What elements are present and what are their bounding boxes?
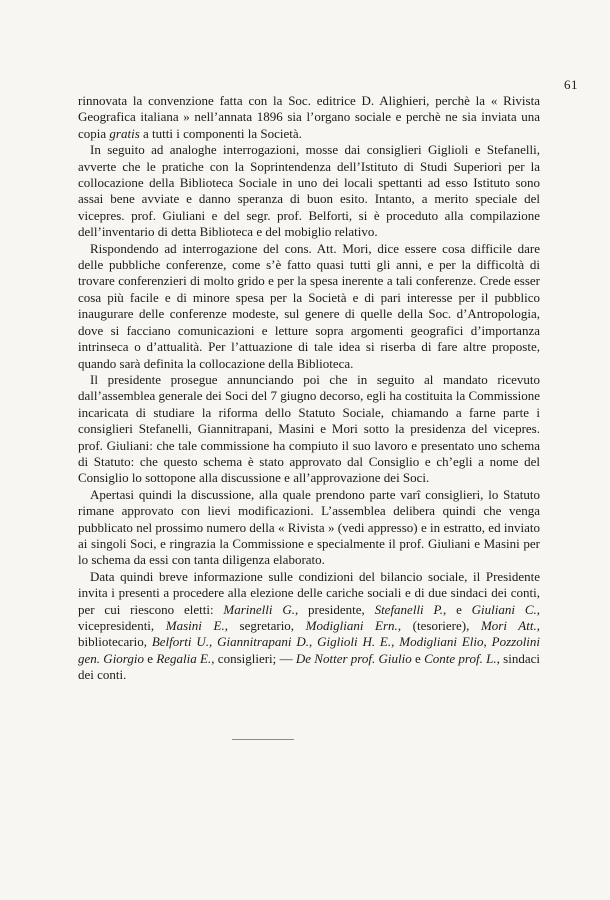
text-run: Rispondendo ad interrogazione del cons. Att. Mori, dice essere cosa difficile dare delle pubbliche conferenze, come s’è fatto quasi tutti gli anni, e per la difficoltà di trovare conferenzieri di molto grido e per la spesa inerente a tali conferenze. Crede esser cosa più facile e di minore spesa per la Società e di pari interesse per il pubblico inaugurare delle conferenze modeste, sul genere di quelle della Soc. d’Antropologia, dove si facciano comunicazioni e letture sopra argomenti geografici d’importanza intrinseca o d’attualità. Per l’attuazione di tale idea si riserba di fare altre proposte, quando sarà definita la collocazione della Biblioteca. [78, 240, 540, 371]
italic-run: Masini E. [165, 618, 225, 633]
text-run: , vicepresidenti, [78, 601, 540, 633]
text-run: , presidente, [294, 601, 375, 617]
text-run: Il presidente prosegue annunciando poi che in seguito al mandato ricevuto dall’assemblea generale dei Soci del 7 giugno decorso, egli ha costituita la Commissione incaricata di studiare la riforma dello Statuto Sociale, chiamando a farne parte i consiglieri Stefanelli, Giannitrapani, Masini e Mori sotto la presidenza del vicepres. prof. Giuliani: che tale commissione ha compiuto il suo lavoro e presentato uno schema di Statuto: che questo schema è stato approvato dal Consiglio e ch’egli a nome del Consiglio lo sottopone alla discussione e all’approvazione dei Soci. [78, 371, 540, 486]
paragraph-statute-commission [78, 372, 540, 487]
italic-run: Mori Att. [480, 618, 537, 633]
text-run: , consiglieri; — [211, 650, 296, 666]
italic-run: Modigliani Elio [399, 634, 484, 650]
text-run: Apertasi quindi la discussione, alla quale prendono parte varî consiglieri, lo Statuto rimane approvato con lievi modificazioni. L’assemblea delibera quindi che venga pubblicato nel prossimo numero della « Rivista » (vedi appresso) e in estratto, ed inviato ai singoli Soci, e ringrazia la Commissione e specialmente il prof. Giuliani e Masini per lo schema da essi con tanta diligenza elaborato. [78, 486, 540, 568]
text-run: , [309, 634, 318, 650]
paragraph-library [78, 142, 540, 240]
text-run: , e [443, 601, 472, 617]
italic-run: Belforti U. [151, 634, 210, 650]
italic-run: gratis [109, 125, 140, 141]
text-run: In seguito ad analoghe interrogazioni, mosse dai consiglieri Giglioli e Stefanelli, avverte che le pratiche con la Soprintendenza dell’Istituto di Studi Superiori per la collocazione della Biblioteca Sociale in uno dei locali spettanti ad esso Istituto sono assai bene avviate e danno speranza di buon esito. Intanto, a merito speciale del vicepres. prof. Giuliani e del segr. prof. Belforti, si è proceduto alla compilazione dell’inventario di detta Biblioteca e del mobiglio relativo. [78, 142, 540, 240]
text-run: , segretario, [224, 618, 306, 633]
italic-run: Pozzolini gen. Giorgio [78, 634, 541, 666]
text-run: e [144, 650, 157, 666]
page-number: 61 [564, 77, 578, 92]
paragraph-elections [78, 569, 540, 684]
italic-run: Marinelli G. [223, 601, 295, 617]
paragraph-statute-approval [78, 487, 540, 569]
italic-run: Regalia E. [156, 650, 212, 666]
section-divider [232, 739, 294, 740]
text-run: , [209, 634, 218, 650]
italic-run: Modigliani Ern. [305, 618, 398, 633]
italic-run: Stefanelli P. [374, 601, 443, 617]
text-run: rinnovata la convenzione fatta con la Soc. editrice D. Alighieri, perchè la « Rivista Geografica italiana » nell’annata 1896 sia l’organo sociale e perchè ne sia inviata una copia [78, 93, 540, 141]
text-run: , [391, 634, 400, 650]
italic-run: Giuliani C. [471, 601, 537, 617]
text-run: Data quindi breve informazione sulle condizioni del bilancio sociale, il Presidente invita i presenti a procedere alla elezione delle cariche sociali e di due sindaci dei conti, per cui riescono eletti: [78, 568, 540, 617]
paragraph-conferences [78, 241, 540, 372]
text-run: , [483, 634, 492, 650]
italic-run: Conte prof. L. [424, 650, 497, 666]
text-run: a tutti i componenti la Società. [139, 125, 302, 141]
paragraph-continuation [78, 93, 540, 142]
text-run: e [411, 650, 425, 666]
italic-run: De Notter prof. Giulio [295, 650, 412, 666]
text-run: , sindaci dei conti. [78, 650, 540, 683]
italic-run: Giannitrapani D. [217, 634, 310, 650]
text-run: , (tesoriere), [397, 618, 481, 633]
text-run: , bibliotecario, [78, 618, 540, 650]
italic-run: Giglioli H. E. [317, 634, 392, 650]
body-text [78, 93, 540, 684]
